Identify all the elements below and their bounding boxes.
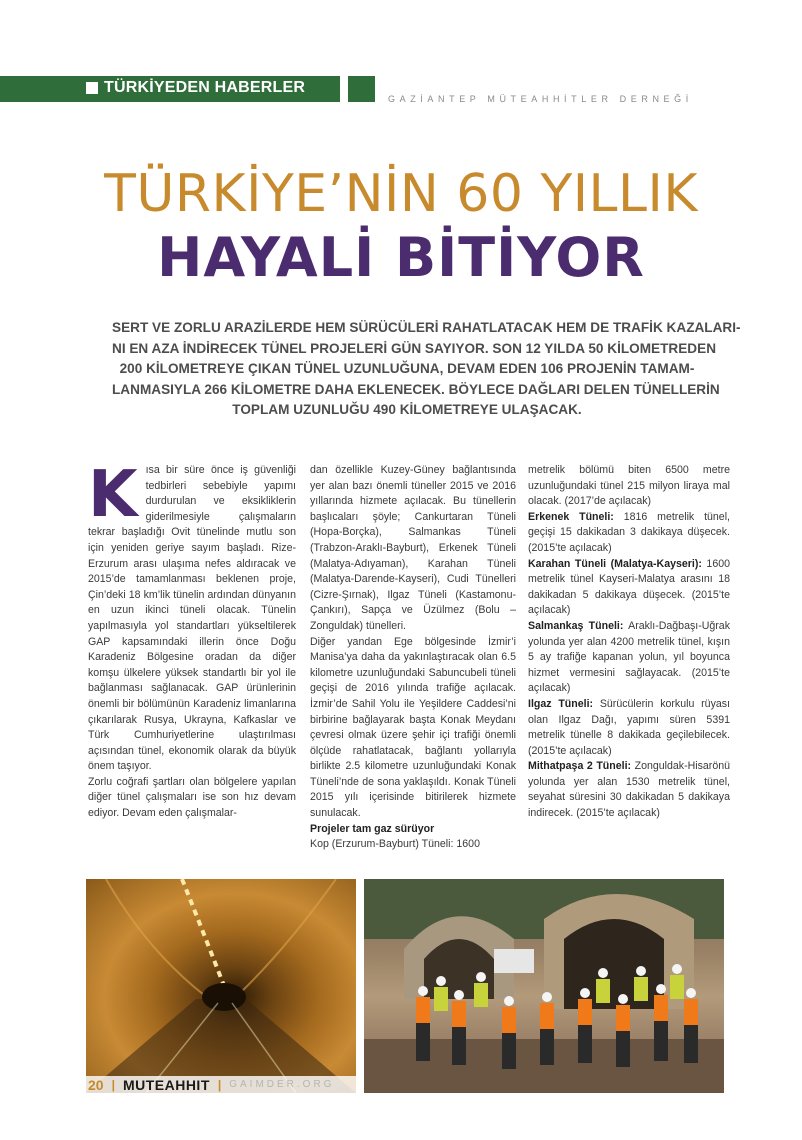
workers-group-photo — [364, 879, 724, 1093]
tunnel-item — [528, 759, 730, 821]
section-label — [86, 79, 305, 97]
tunnel-item — [528, 510, 730, 557]
magazine-name: MUTEAHHIT — [122, 1076, 210, 1093]
tunnel-name: Erkenek Tüneli: — [528, 510, 614, 523]
page-footer — [86, 1076, 356, 1093]
lead-line: LANMASIYLA 266 KİLOMETRE DAHA EKLENECEK. BÖYLECE DAĞLARI DELEN TÜNELLERİN — [112, 381, 720, 397]
square-bullet-icon — [86, 82, 98, 94]
lead-line: 200 KİLOMETREYE ÇIKAN TÜNEL UZUNLUĞUNA, DEVAM EDEN 106 PROJENİN TAMAM- — [119, 361, 695, 376]
lead-line: TOPLAM UZUNLUĞU 490 KİLOMETREYE ULAŞACAK. — [232, 402, 582, 417]
header-accent-block — [348, 76, 375, 102]
headline-line-1: TÜRKİYE’NİN 60 YILLIK — [104, 164, 698, 224]
headline-line-2: HAYALİ BİTİYOR — [157, 226, 645, 289]
tunnel-text: Sürücülerin korkulu rüyası olan Ilgaz Dağı, yapımı süren 5391 metrelik tünelle 8 dakikada geçilebilecek. (2015’te açılacak) — [528, 697, 730, 757]
footer-separator: | — [111, 1077, 115, 1092]
construction-site-illustration — [364, 879, 724, 1093]
tunnel-text: Zonguldak-Hisarönü yolunda yer alan 1530 metrelik tünel, seyahat süresini 30 dakikadan 5 dakikaya indirecek. (2015’te açılacak) — [528, 760, 730, 820]
tunnel-name: Salmankaş Tüneli: — [528, 619, 624, 632]
lead-line: SERT VE ZORLU ARAZİLERDE HEM SÜRÜCÜLERİ RAHATLATACAK HEM DE TRAFİK KAZALARI- — [112, 320, 741, 335]
drop-cap: K — [88, 458, 138, 532]
section-label-text: TÜRKİYEDEN HABERLER — [104, 79, 306, 96]
tunnel-item — [528, 557, 730, 619]
lead-paragraph — [112, 318, 741, 421]
tunnel-illustration — [86, 879, 356, 1093]
article-column-3 — [528, 463, 730, 822]
article-column-2 — [310, 463, 516, 853]
website-url: GAIMDER.ORG — [229, 1079, 335, 1090]
tunnel-text: 1816 metrelik tünel, geçişi 15 dakikadan 3 dakikaya düşecek. (2015’te açılacak) — [528, 510, 731, 554]
tunnel-interior-photo — [86, 879, 356, 1093]
paragraph-text: ısa bir süre önce iş güvenliği tedbirleri sebebiyle yapımı durdurulan ve eksikliklerin giderilmesiyle çalışmaların tekrar başladığı Ovit tünelinde mutlu son için yeniden geriye sayım başladı. Rize-Erzurum arası ulaşıma nefes aldıracak ve 2015’de tamamlanması beklenen proje, Çin’deki 18 km’lik tünelin ardından dünyanın en uzun ikinci tüneli olacak. Tünelin yapılmasıyla yol standartları yükseltilerek GAP kapsamındaki illerin önce Doğu Karadeniz Bölgesine oradan da diğer komşu ülkelere yüksek standartlı bir yol ile bağlanması sağlanacak. GAP ürünlerinin önemli bir bölümünün Karadeniz limanlarına çıkarılarak Rusya, Ukrayna, Kafkaslar ve Türk Cumhuriyetlerine ulaştırılması açısından tünel, ekonomik olarak da büyük önem taşıyor. — [88, 464, 296, 773]
tunnel-name: Ilgaz Tüneli: — [528, 697, 594, 710]
tunnel-name: Karahan Tüneli (Malatya-Kayseri): — [528, 557, 702, 570]
tunnel-text: 1600 metrelik tünel Kayseri-Malatya arasını 18 dakikadan 5 dakikaya düşecek. (2015’te açılacak) — [528, 557, 730, 617]
masthead: GAZİANTEP MÜTEAHHİTLER DERNEĞİ — [388, 94, 693, 104]
paragraph: Diğer yandan Ege bölgesinde İzmir’i Manisa’ya daha da yakınlaştıracak olan 6.5 kilometre uzunluğundaki Sabuncubeli tüneli geçişi de 2016 yılında trafiğe açılacak. İzmir’de Sahil Yolu ile Yeşildere Caddesi’ni birbirine bağlayarak başta Konak Meydanı çevresi olmak üzere şehir içi trafiği önemli ölçüde rahatlatacak, bağlantı yollarıyla birlikte 2.5 kilometre uzunluğundaki Konak Tüneli’nde de sona yaklaşıldı. Konak Tüneli 2015 yılı içerisinde bitirilerek hizmete sunulacak. — [310, 635, 516, 820]
subheading: Projeler tam gaz sürüyor — [310, 822, 435, 835]
paragraph: dan özellikle Kuzey-Güney bağlantısında yer alan bazı önemli tüneller 2015 ve 2016 yıllarında hizmete açılacak. Bu tünellerin başlıcaları şöyle; Cankurtaran Tüneli (Hopa-Borçka), Salmankas Tüneli (Trabzon-Araklı-Bayburt), Erkenek Tüneli (Malatya-Adıyaman), Karahan Tüneli (Malatya-Darende-Kayseri), Cudi Tünelleri (Cizre-Şırnak), Ilgaz Tüneli (Kastamonu-Çankırı), Sapça ve Üzülmez (Bolu – Zonguldak) tünelleri. — [310, 464, 516, 632]
paragraph: metrelik bölümü biten 6500 metre uzunluğundaki tünel 215 milyon liraya mal olacak. (2017’de açılacak) — [528, 464, 730, 508]
paragraph: Zorlu coğrafi şartları olan bölgelere yapılan diğer tünel çalışmaları ise son hız devam ediyor. Devam eden çalışmalar- — [88, 775, 296, 820]
tunnel-item — [528, 697, 730, 759]
paragraph: Kop (Erzurum-Bayburt) Tüneli: 1600 — [310, 838, 480, 851]
lead-line: NI EN AZA İNDİRECEK TÜNEL PROJELERİ GÜN SAYIYOR. SON 12 YILDA 50 KİLOMETREDEN — [112, 340, 717, 356]
tunnel-text: Araklı-Dağbaşı-Uğrak yolunda yer alan 4200 metrelik tünel, kışın 5 ay trafiğe kapanan yolun, yıl boyunca hizmet vermesini sağlayacak. (2015’te açılacak) — [528, 619, 730, 695]
article-column-1 — [88, 458, 296, 822]
footer-separator: | — [217, 1077, 222, 1092]
tunnel-item — [528, 619, 730, 697]
tunnel-name: Mithatpaşa 2 Tüneli: — [528, 760, 632, 773]
page-number: 20 — [88, 1076, 104, 1093]
paragraph — [88, 458, 296, 775]
